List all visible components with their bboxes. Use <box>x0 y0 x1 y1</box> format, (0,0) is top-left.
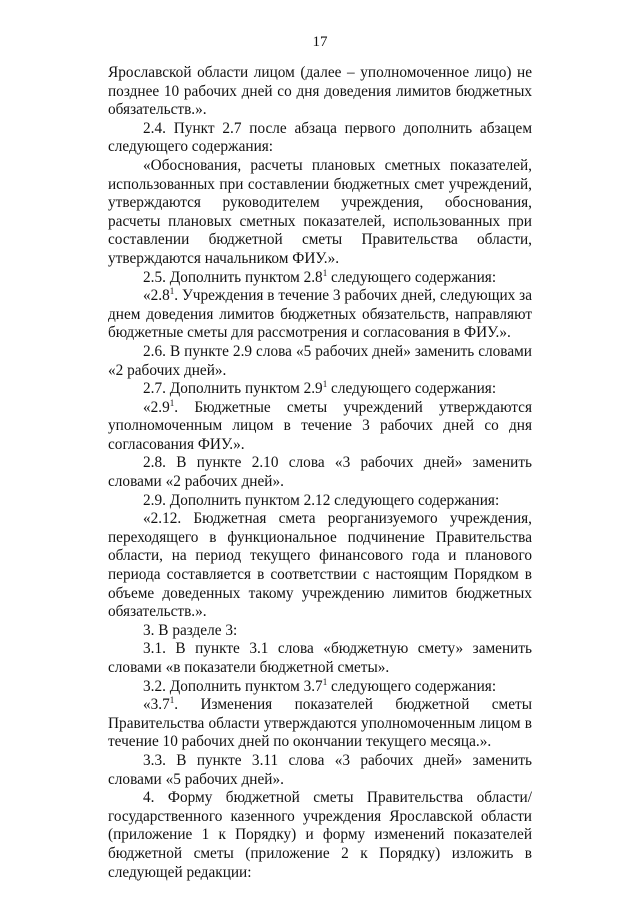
paragraph-p11 <box>108 510 532 622</box>
paragraph-p10 <box>108 492 532 511</box>
paragraph-p8 <box>108 399 532 455</box>
paragraph-text: . Изменения показателей бюджетной сметы Правительства области утверждаются уполномоченным лицом в течение 10 рабочих дней по окончании текущего месяца.». <box>108 696 532 751</box>
paragraph-text: «2.12. Бюджетная смета реорганизуемого учреждения, переходящего в функциональное подчинение Правительства области, на период текущего финансового года и планового периода составляется в соответствии с настоящим Порядком в объеме доведенных такому учреждению лимитов бюджетных обязательств.». <box>108 510 532 621</box>
paragraph-p13 <box>108 640 532 677</box>
paragraph-text: 2.5. Дополнить пунктом 2.8 <box>143 268 323 286</box>
paragraph-p2 <box>108 120 532 157</box>
paragraph-p12 <box>108 622 532 641</box>
paragraph-p5 <box>108 287 532 343</box>
document-body <box>108 64 532 882</box>
paragraph-text: 3.1. В пункте 3.1 слова «бюджетную смету» заменить словами «в показатели бюджетной сметы». <box>108 640 532 676</box>
paragraph-text: 2.8. В пункте 2.10 слова «3 рабочих дней» заменить словами «2 рабочих дней». <box>108 454 532 491</box>
paragraph-p1 <box>108 64 532 120</box>
paragraph-text: 2.9. Дополнить пунктом 2.12 следующего содержания: <box>143 491 500 509</box>
paragraph-p14 <box>108 678 532 697</box>
paragraph-p4 <box>108 269 532 288</box>
paragraph-text: следующего содержания: <box>327 268 497 286</box>
paragraph-text: следующего содержания: <box>327 380 497 398</box>
paragraph-text: «2.8 <box>143 287 170 305</box>
paragraph-p16 <box>108 752 532 789</box>
paragraph-text: «Обоснования, расчеты плановых сметных показателей, использованных при составлении бюджетных смет учреждений, утверждаются руководителем учреждения, обоснования, расчеты плановых сметных показателей, использованных при составлении бюджетной сметы Правительства области, утверждаются начальником ФИУ.». <box>108 156 532 267</box>
superscript: 1 <box>322 379 328 390</box>
paragraph-p17 <box>108 789 532 882</box>
paragraph-p6 <box>108 343 532 380</box>
paragraph-text: следующего содержания: <box>327 677 497 695</box>
paragraph-text: 2.6. В пункте 2.9 слова «5 рабочих дней» заменить словами «2 рабочих дней». <box>108 342 532 379</box>
paragraph-text: 3.3. В пункте 3.11 слова «3 рабочих дней» заменить словами «5 рабочих дней». <box>108 751 532 788</box>
paragraph-text: 2.4. Пункт 2.7 после абзаца первого дополнить абзацем следующего содержания: <box>108 119 532 156</box>
paragraph-text: «3.7 <box>143 696 170 714</box>
page-number: 17 <box>312 34 328 50</box>
paragraph-p9 <box>108 454 532 491</box>
superscript: 1 <box>169 286 175 297</box>
paragraph-p3 <box>108 157 532 269</box>
paragraph-text: 3.2. Дополнить пунктом 3.7 <box>143 677 323 695</box>
paragraph-text: . Бюджетные сметы учреждений утверждаются уполномоченным лицом в течение 3 рабочих дней со дня согласования ФИУ.». <box>108 398 532 453</box>
superscript: 1 <box>322 676 328 687</box>
paragraph-text: «2.9 <box>143 398 170 416</box>
paragraph-text: 3. В разделе 3: <box>143 621 238 639</box>
paragraph-text: Ярославской области лицом (далее – уполномоченное лицо) не позднее 10 рабочих дней со дня доведения лимитов бюджетных обязательств.». <box>108 64 532 119</box>
paragraph-p7 <box>108 380 532 399</box>
paragraph-text: . Учреждения в течение 3 рабочих дней, следующих за днем доведения лимитов бюджетных обязательств, направляют бюджетные сметы для рассмотрения и согласования в ФИУ.». <box>108 287 532 342</box>
paragraph-text: 4. Форму бюджетной сметы Правительства области/ государственного казенного учреждения Ярославской области (приложение 1 к Порядку) и форму изменений показателей бюджетной сметы (приложение 2 к Порядку) изложить в следующей редакции: <box>108 789 532 881</box>
superscript: 1 <box>322 267 328 278</box>
paragraph-text: 2.7. Дополнить пунктом 2.9 <box>143 380 323 398</box>
superscript: 1 <box>169 397 175 408</box>
superscript: 1 <box>169 695 175 706</box>
paragraph-p15 <box>108 696 532 752</box>
